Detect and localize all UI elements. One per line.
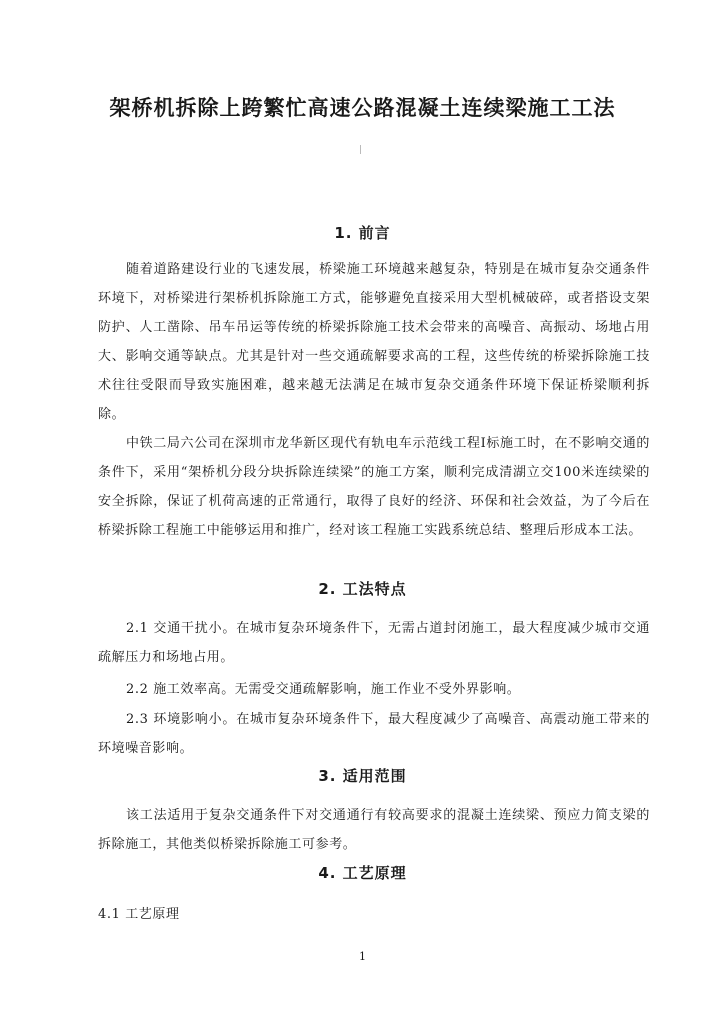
section-heading-preface: 1. 前言 (334, 224, 391, 242)
document-title: 架桥机拆除上跨繁忙高速公路混凝土连续梁施工工法 (109, 96, 616, 120)
paragraph-scope: 该工法适用于复杂交通条件下对交通通行有较高要求的混凝土连续梁、预应力简支梁的拆除施工，其他类似桥梁拆除施工可参考。 (98, 808, 650, 852)
scan-mark (360, 145, 361, 154)
subsection-heading-4-1: 4.1 工艺原理 (98, 907, 180, 922)
paragraph-preface-2: 中铁二局六公司在深圳市龙华新区现代有轨电车示范线工程Ⅰ标施工时，在不影响交通的条件下，采用“架桥机分段分块拆除连续梁”的施工方案，顺利完成清湖立交100米连续梁的安全拆除，保证了机荷高速的正常通行，取得了良好的经济、环保和社会效益，为了今后在桥梁拆除工程施工中能够运用和推广，经对该工程施工实践系统总结、整理后形成本工法。 (98, 436, 650, 538)
section-heading-features: 2. 工法特点 (318, 580, 407, 598)
paragraph-preface-1: 随着道路建设行业的飞速发展，桥梁施工环境越来越复杂，特别是在城市复杂交通条件环境下，对桥梁进行架桥机拆除施工方式，能够避免直接采用大型机械破碎，或者搭设支架防护、人工凿除、吊车吊运等传统的桥梁拆除施工技术会带来的高噪音、高振动、场地占用大、影响交通等缺点。尤其是针对一些交通疏解要求高的工程，这些传统的桥梁拆除施工技术往往受限而导致实施困难，越来越无法满足在城市复杂交通条件环境下保证桥梁顺利拆除。 (98, 262, 650, 422)
page-number: 1 (359, 950, 366, 963)
paragraph-feature-2-1: 2.1 交通干扰小。在城市复杂环境条件下，无需占道封闭施工，最大程度减少城市交通疏解压力和场地占用。 (98, 621, 650, 665)
paragraph-feature-2-2: 2.2 施工效率高。无需受交通疏解影响，施工作业不受外界影响。 (126, 682, 521, 697)
paragraph-feature-2-3: 2.3 环境影响小。在城市复杂环境条件下，最大程度减少了高噪音、高震动施工带来的环境噪音影响。 (98, 712, 650, 756)
section-heading-principle: 4. 工艺原理 (318, 864, 407, 882)
section-heading-scope: 3. 适用范围 (318, 767, 407, 785)
